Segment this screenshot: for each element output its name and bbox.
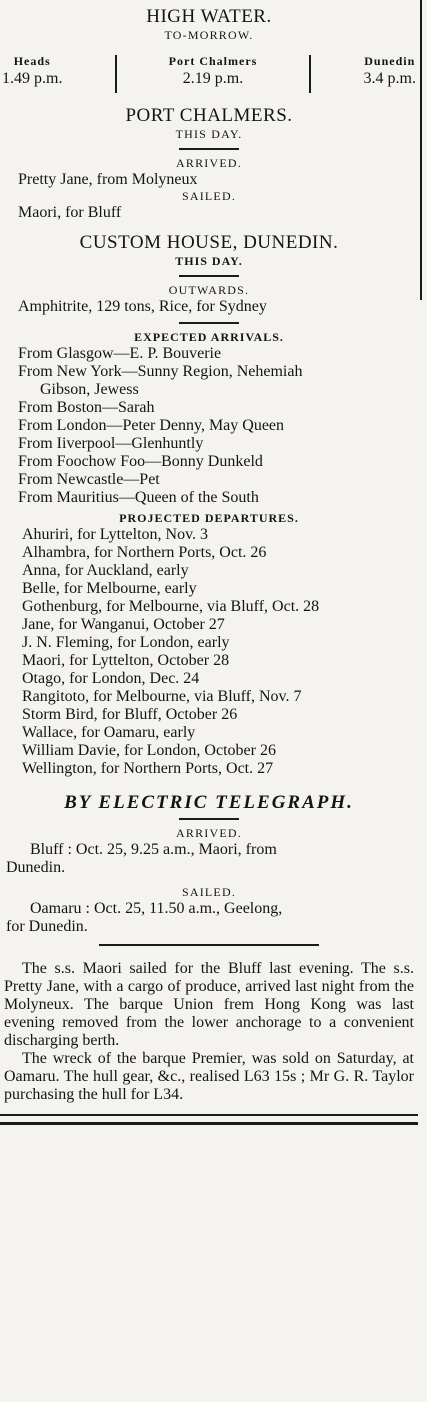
section-rule xyxy=(179,275,239,277)
departure-item: Belle, for Melbourne, early xyxy=(22,580,197,597)
telegraph-arrived-line: Bluff : Oct. 25, 9.25 a.m., Maori, from xyxy=(30,841,277,858)
port-chalmers-subtitle: THIS DAY. xyxy=(175,127,243,141)
projected-departures-heading: PROJECTED DEPARTURES. xyxy=(119,511,299,525)
custom-house-title: CUSTOM HOUSE, DUNEDIN. xyxy=(79,232,339,253)
departure-item: Otago, for London, Dec. 24 xyxy=(22,670,200,687)
arrival-item: From Boston—Sarah xyxy=(18,399,155,416)
telegraph-sailed-line: for Dunedin. xyxy=(6,918,88,935)
tide-heads xyxy=(2,53,62,87)
column-end-rule xyxy=(0,1114,418,1125)
tide-place: Port Chalmers xyxy=(168,54,258,68)
arrival-item: From Iiverpool—Glenhuntly xyxy=(18,435,204,452)
departure-item: Storm Bird, for Bluff, October 26 xyxy=(22,706,238,723)
custom-house-subtitle: THIS DAY. xyxy=(175,254,243,268)
arrival-item: From Foochow Foo—Bonny Dunkeld xyxy=(18,453,263,470)
news-paragraph: The wreck of the barque Premier, was sold on Saturday, at Oamaru. The hull gear, &c., realised L63 15s ; Mr G. R. Taylor purchasing the hull for L34. xyxy=(4,1050,414,1103)
departure-item: J. N. Fleming, for London, early xyxy=(22,634,230,651)
column-divider xyxy=(115,55,117,93)
sailed-entry: Maori, for Bluff xyxy=(18,204,122,221)
tide-time: 3.4 p.m. xyxy=(363,70,416,87)
high-water-title: HIGH WATER. xyxy=(146,6,272,27)
telegraph-sailed-heading: SAILED. xyxy=(181,885,237,899)
tide-dunedin xyxy=(364,53,416,87)
departure-item: Wellington, for Northern Ports, Oct. 27 xyxy=(22,760,274,777)
tide-time: 2.19 p.m. xyxy=(182,70,244,87)
arrived-entry: Pretty Jane, from Molyneux xyxy=(18,171,198,188)
column-divider xyxy=(309,55,311,93)
tide-place: Heads xyxy=(13,54,51,68)
telegraph-title: BY ELECTRIC TELEGRAPH. xyxy=(64,792,354,813)
port-chalmers-title: PORT CHALMERS. xyxy=(125,105,293,126)
sailed-heading: SAILED. xyxy=(181,189,237,203)
news-paragraph: The s.s. Maori sailed for the Bluff last evening. The s.s. Pretty Jane, with a cargo of produce, arrived last night from the Molyneux. The barque Union frem Hong Kong was last evening removed from the lower anchorage to a convenient discharging berth. xyxy=(4,960,414,1049)
section-rule xyxy=(179,818,239,820)
arrival-item: From Newcastle—Pet xyxy=(18,471,160,488)
section-rule xyxy=(179,148,239,150)
departure-item: Rangitoto, for Melbourne, via Bluff, Nov. 7 xyxy=(22,688,302,705)
section-rule xyxy=(99,944,319,946)
telegraph-arrived-line: Dunedin. xyxy=(6,859,66,876)
departure-item: Anna, for Auckland, early xyxy=(22,562,189,579)
telegraph-arrived-heading: ARRIVED. xyxy=(176,826,242,840)
arrived-heading: ARRIVED. xyxy=(176,156,242,170)
departure-item: Maori, for Lyttelton, October 28 xyxy=(22,652,230,669)
departure-item: Gothenburg, for Melbourne, via Bluff, Oct. 28 xyxy=(22,598,320,615)
arrival-item: From London—Peter Denny, May Queen xyxy=(18,417,285,434)
telegraph-sailed-line: Oamaru : Oct. 25, 11.50 a.m., Geelong, xyxy=(30,900,283,917)
tide-place: Dunedin xyxy=(364,54,416,68)
expected-arrivals-heading: EXPECTED ARRIVALS. xyxy=(134,330,284,344)
departure-item: William Davie, for London, October 26 xyxy=(22,742,276,759)
column-edge-rule xyxy=(420,0,422,300)
tide-time: 1.49 p.m. xyxy=(2,70,63,87)
departure-item: Wallace, for Oamaru, early xyxy=(22,724,196,741)
departure-item: Alhambra, for Northern Ports, Oct. 26 xyxy=(22,544,267,561)
departure-item: Jane, for Wanganui, October 27 xyxy=(22,616,225,633)
departure-item: Ahuriri, for Lyttelton, Nov. 3 xyxy=(22,526,209,543)
arrival-item: From New York—Sunny Region, Nehemiah xyxy=(18,363,303,380)
tide-table xyxy=(0,53,418,93)
arrival-item: Gibson, Jewess xyxy=(40,381,139,398)
arrival-item: From Mauritius—Queen of the South xyxy=(18,489,259,506)
section-rule xyxy=(179,322,239,324)
outwards-heading: OUTWARDS. xyxy=(168,283,250,297)
tide-port-chalmers xyxy=(169,53,258,87)
arrival-item: From Glasgow—E. P. Bouverie xyxy=(18,345,222,362)
high-water-subtitle: TO-MORROW. xyxy=(164,28,254,42)
outwards-entry: Amphitrite, 129 tons, Rice, for Sydney xyxy=(18,298,267,315)
